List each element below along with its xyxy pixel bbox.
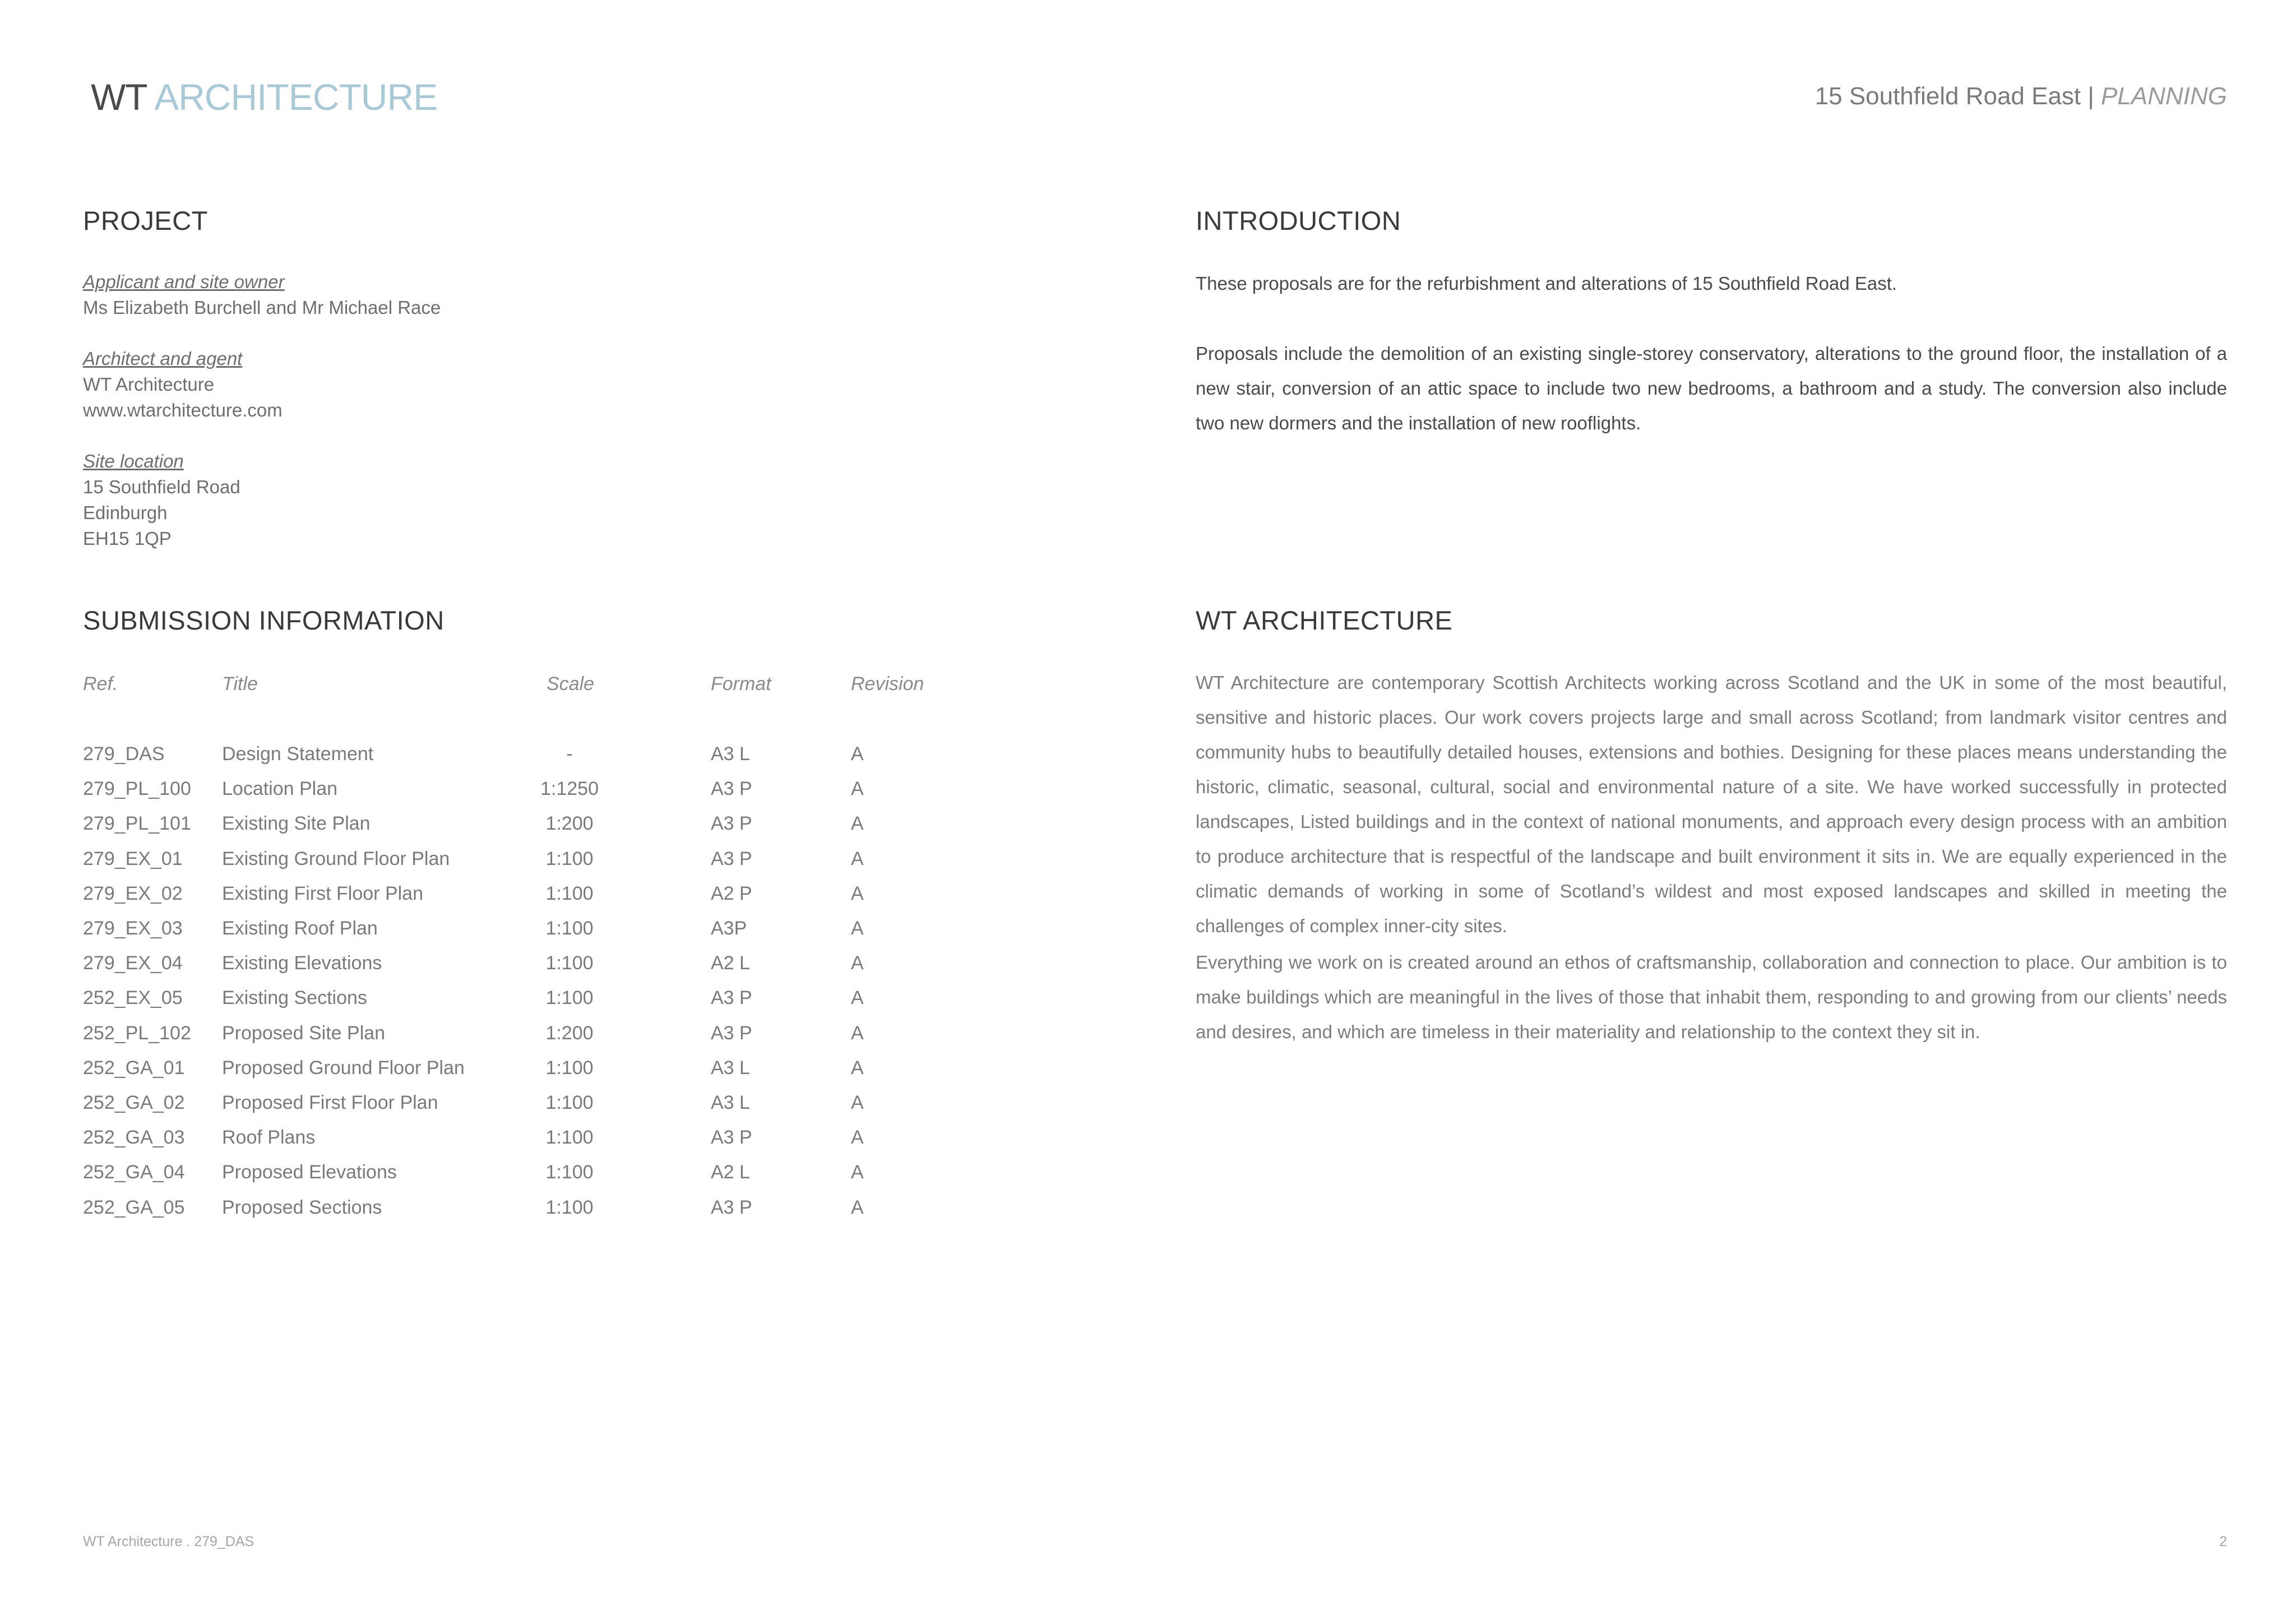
table-cell-scale: 1:100 xyxy=(545,987,594,1008)
site-line-3: EH15 1QP xyxy=(83,528,172,549)
table-cell-title: Roof Plans xyxy=(222,1127,316,1148)
table-cell-format: A3 P xyxy=(711,1197,752,1218)
site-label: Site location xyxy=(83,451,184,471)
table-cell-revision: A xyxy=(851,1022,864,1044)
table-cell-format: A3 L xyxy=(711,1092,750,1113)
introduction-heading: INTRODUCTION xyxy=(1196,206,1401,235)
table-cell-format: A3 P xyxy=(711,778,752,799)
table-cell-format: A3 P xyxy=(711,1127,752,1148)
submission-heading: SUBMISSION INFORMATION xyxy=(83,605,445,635)
table-cell-revision: A xyxy=(851,1197,864,1218)
table-cell-scale: 1:100 xyxy=(545,1127,594,1148)
table-cell-scale: - xyxy=(566,743,573,765)
table-cell-title: Design Statement xyxy=(222,743,374,765)
column-header-revision: Revision xyxy=(851,673,924,695)
table-cell-ref: 279_DAS xyxy=(83,743,165,765)
table-cell-ref: 252_GA_05 xyxy=(83,1197,185,1218)
wt-architecture-heading: WT ARCHITECTURE xyxy=(1196,605,1453,635)
wt-architecture-paragraph-2: Everything we work on is created around an ethos of craftsmanship, collaboration and connection to place. Our ambition is to make buildings which are meaningful in the lives of those that inhabit them, responding to and growing from our clients’ needs and desires, and which are timeless in their materiality and relationship to the context they sit in. xyxy=(1196,952,2227,1042)
table-cell-title: Proposed First Floor Plan xyxy=(222,1092,438,1113)
table-cell-scale: 1:200 xyxy=(545,813,594,834)
table-cell-revision: A xyxy=(851,987,864,1008)
column-header-title: Title xyxy=(222,673,258,695)
column-header-format: Format xyxy=(711,673,771,695)
project-name: 15 Southfield Road East | xyxy=(1814,82,2094,110)
table-cell-revision: A xyxy=(851,778,864,799)
site-line-2: Edinburgh xyxy=(83,502,168,523)
table-cell-ref: 252_EX_05 xyxy=(83,987,183,1008)
table-cell-revision: A xyxy=(851,918,864,939)
site-line-1: 15 Southfield Road xyxy=(83,476,240,497)
table-cell-ref: 279_PL_100 xyxy=(83,778,191,799)
table-cell-ref: 279_PL_101 xyxy=(83,813,191,834)
table-cell-format: A2 L xyxy=(711,952,750,974)
logo-architecture-text: ARCHITECTURE xyxy=(154,76,438,118)
site-block xyxy=(83,448,240,552)
table-cell-revision: A xyxy=(851,1127,864,1148)
table-cell-scale: 1:100 xyxy=(545,952,594,974)
table-cell-title: Proposed Site Plan xyxy=(222,1022,386,1044)
table-cell-ref: 279_EX_03 xyxy=(83,918,183,939)
table-cell-revision: A xyxy=(851,813,864,834)
table-cell-ref: 252_PL_102 xyxy=(83,1022,191,1044)
table-cell-title: Proposed Elevations xyxy=(222,1162,397,1183)
table-cell-title: Existing First Floor Plan xyxy=(222,883,423,904)
table-cell-ref: 279_EX_01 xyxy=(83,848,183,869)
page-number: 2 xyxy=(2219,1534,2227,1549)
table-cell-scale: 1:100 xyxy=(545,918,594,939)
table-cell-title: Proposed Ground Floor Plan xyxy=(222,1057,465,1079)
architect-name: WT Architecture xyxy=(83,374,215,395)
table-cell-format: A3 P xyxy=(711,813,752,834)
table-cell-format: A2 P xyxy=(711,883,752,904)
introduction-paragraph-2: Proposals include the demolition of an existing single-storey conservatory, alterations to the ground floor, the installation of a new stair, conversion of an attic space to include two new bedrooms, a bathroom and a study. The conversion also include two new dormers and the installation of new rooflights. xyxy=(1196,343,2227,433)
wt-architecture-paragraph-1: WT Architecture are contemporary Scottish Architects working across Scotland and the UK in some of the most beautiful, sensitive and historic places. Our work covers projects large and small across Scotland; from landmark visitor centres and community hubs to beautifully detailed houses, extensions and bothies. Designing for these places means understanding the historic, climatic, seasonal, cultural, social and environmental nature of a site. We have worked successfully in protected landscapes, Listed buildings and in the context of national monuments, and approach every design process with an ambition to produce architecture that is respectful of the landscape and built environment it sits in. We are equally experienced in the climatic demands of working in some of Scotland’s wildest and most exposed landscapes and skilled in meeting the challenges of complex inner-city sites. xyxy=(1196,672,2227,936)
architect-block xyxy=(83,346,283,423)
introduction-paragraph-1: These proposals are for the refurbishment and alterations of 15 Southfield Road East. xyxy=(1196,273,1897,294)
table-cell-scale: 1:100 xyxy=(545,1057,594,1079)
table-cell-scale: 1:1250 xyxy=(540,778,599,799)
table-cell-format: A3P xyxy=(711,918,747,939)
table-cell-title: Location Plan xyxy=(222,778,338,799)
document-header-title xyxy=(1815,84,2227,109)
table-cell-format: A3 P xyxy=(711,848,752,869)
column-header-ref: Ref. xyxy=(83,673,118,695)
table-cell-ref: 252_GA_02 xyxy=(83,1092,185,1113)
table-cell-ref: 252_GA_04 xyxy=(83,1162,185,1183)
table-cell-title: Proposed Sections xyxy=(222,1197,382,1218)
table-cell-format: A3 L xyxy=(711,1057,750,1079)
table-cell-scale: 1:100 xyxy=(545,1162,594,1183)
table-cell-ref: 279_EX_04 xyxy=(83,952,183,974)
table-cell-title: Existing Site Plan xyxy=(222,813,371,834)
table-cell-revision: A xyxy=(851,1057,864,1079)
table-cell-revision: A xyxy=(851,848,864,869)
table-cell-scale: 1:100 xyxy=(545,1092,594,1113)
table-cell-ref: 252_GA_03 xyxy=(83,1127,185,1148)
table-cell-title: Existing Roof Plan xyxy=(222,918,378,939)
table-cell-scale: 1:100 xyxy=(545,1197,594,1218)
table-cell-revision: A xyxy=(851,883,864,904)
table-cell-format: A2 L xyxy=(711,1162,750,1183)
table-cell-revision: A xyxy=(851,952,864,974)
table-cell-title: Existing Ground Floor Plan xyxy=(222,848,450,869)
project-heading: PROJECT xyxy=(83,206,208,235)
table-cell-scale: 1:100 xyxy=(545,883,594,904)
logo-wt-text: WT xyxy=(91,76,147,118)
column-header-scale: Scale xyxy=(547,673,595,695)
table-cell-revision: A xyxy=(851,1092,864,1113)
architect-label: Architect and agent xyxy=(83,348,243,369)
applicant-label: Applicant and site owner xyxy=(83,271,285,292)
table-cell-scale: 1:100 xyxy=(545,848,594,869)
footer-document-ref: WT Architecture . 279_DAS xyxy=(83,1534,254,1549)
table-cell-revision: A xyxy=(851,743,864,765)
table-cell-ref: 252_GA_01 xyxy=(83,1057,185,1079)
applicant-value: Ms Elizabeth Burchell and Mr Michael Race xyxy=(83,297,441,318)
table-cell-format: A3 L xyxy=(711,743,750,765)
table-cell-format: A3 P xyxy=(711,1022,752,1044)
table-cell-format: A3 P xyxy=(711,987,752,1008)
brand-logo xyxy=(91,76,438,118)
architect-website: www.wtarchitecture.com xyxy=(83,400,283,420)
table-cell-title: Existing Sections xyxy=(222,987,367,1008)
applicant-block xyxy=(83,269,441,321)
table-cell-ref: 279_EX_02 xyxy=(83,883,183,904)
table-cell-title: Existing Elevations xyxy=(222,952,382,974)
table-cell-revision: A xyxy=(851,1162,864,1183)
stage-label: PLANNING xyxy=(2101,82,2227,110)
table-cell-scale: 1:200 xyxy=(545,1022,594,1044)
